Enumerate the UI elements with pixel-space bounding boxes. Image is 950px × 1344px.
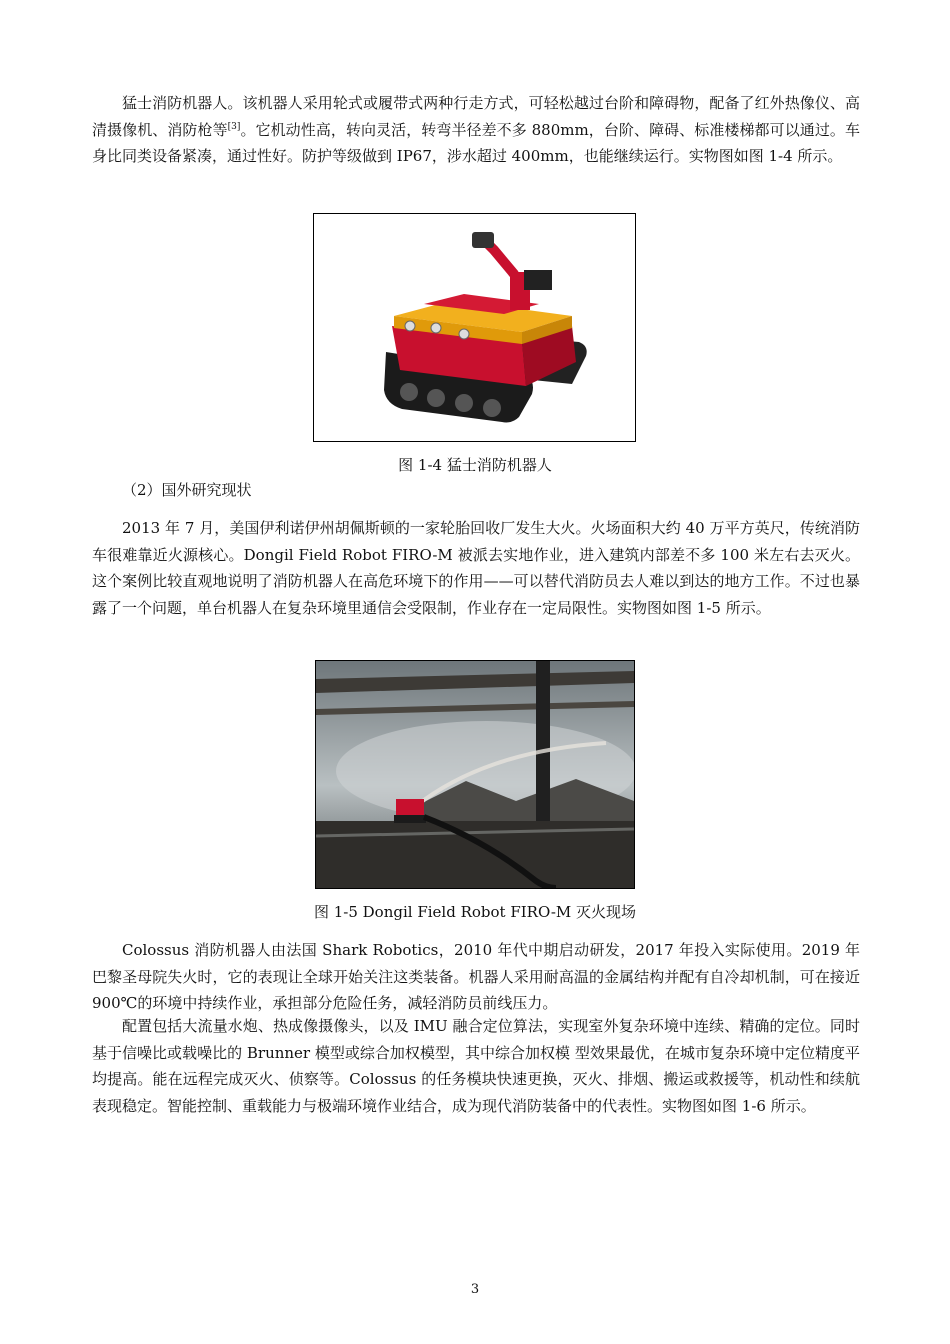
figure-firo-m-scene-photo <box>315 660 635 889</box>
paragraph-mengshi-robot <box>92 90 860 170</box>
fire-scene-illustration <box>316 661 634 888</box>
paragraph-text: 。它机动性高，转向灵活，转弯半径差不多 880mm，台阶、障碍、标准楼梯都可以通过。车身比同类设备紧凑，通过性好。防护等级做到 IP67，涉水超过 400mm，也能继续运行。实物图如图 1-4 所示。 <box>92 120 860 165</box>
paragraph-colossus-intro: Colossus 消防机器人由法国 Shark Robotics，2010 年代中期启动研发，2017 年投入实际使用。2019 年巴黎圣母院失火时，它的表现让全球开始关注这类装备。机器人采用耐高温的金属结构并配有自冷却机制，可在接近 900℃的环境中持续作业，承担部分危险任务，减轻消防员前线压力。 <box>92 941 860 1012</box>
paragraph-colossus-config: 配置包括大流量水炮、热成像摄像头，以及 IMU 融合定位算法，实现室外复杂环境中连续、精确的定位。同时基于信噪比或载噪比的 Brunner 模型或综合加权模型，其中综合加权模 型效果最优，在城市复杂环境中定位精度平均提高。能在远程完成灭火、侦察等。Colossus 的任务模块快速更换，灭火、排烟、搬运或救援等，机动性和续航表现稳定。智能控制、重载能力与极端环境作业结合，成为现代消防装备中的代表性。实物图如图 1-6 所示。 <box>92 1017 860 1115</box>
figure-caption-1-4: 图 1-4 猛士消防机器人 <box>398 456 552 474</box>
page-number: 3 <box>470 1282 480 1297</box>
section-heading: （2）国外研究现状 <box>122 481 252 499</box>
paragraph-text: 猛士消防机器人。该机器人采用轮式或履带式两种行走方式，可轻松越过台阶和障碍物，配备了红外热像仪、高清摄像机、消防枪等 <box>92 94 860 139</box>
figure-mengshi-robot-photo <box>313 213 636 442</box>
robot-illustration <box>314 214 635 441</box>
citation-ref[interactable]: [3] <box>227 121 241 132</box>
paragraph-firo-m: 2013 年 7 月，美国伊利诺伊州胡佩斯顿的一家轮胎回收厂发生大火。火场面积大约 40 万平方英尺，传统消防车很难靠近火源核心。Dongil Field Robot FIRO-M 被派去实地作业，进入建筑内部差不多 100 米左右去灭火。这个案例比较直观地说明了消防机器人在高危环境下的作用——可以替代消防员去人难以到达的地方工作。不过也暴露了一个问题，单台机器人在复杂环境里通信会受限制，作业存在一定局限性。实物图如图 1-5 所示。 <box>92 519 860 617</box>
figure-caption-1-5: 图 1-5 Dongil Field Robot FIRO-M 灭火现场 <box>313 903 637 921</box>
